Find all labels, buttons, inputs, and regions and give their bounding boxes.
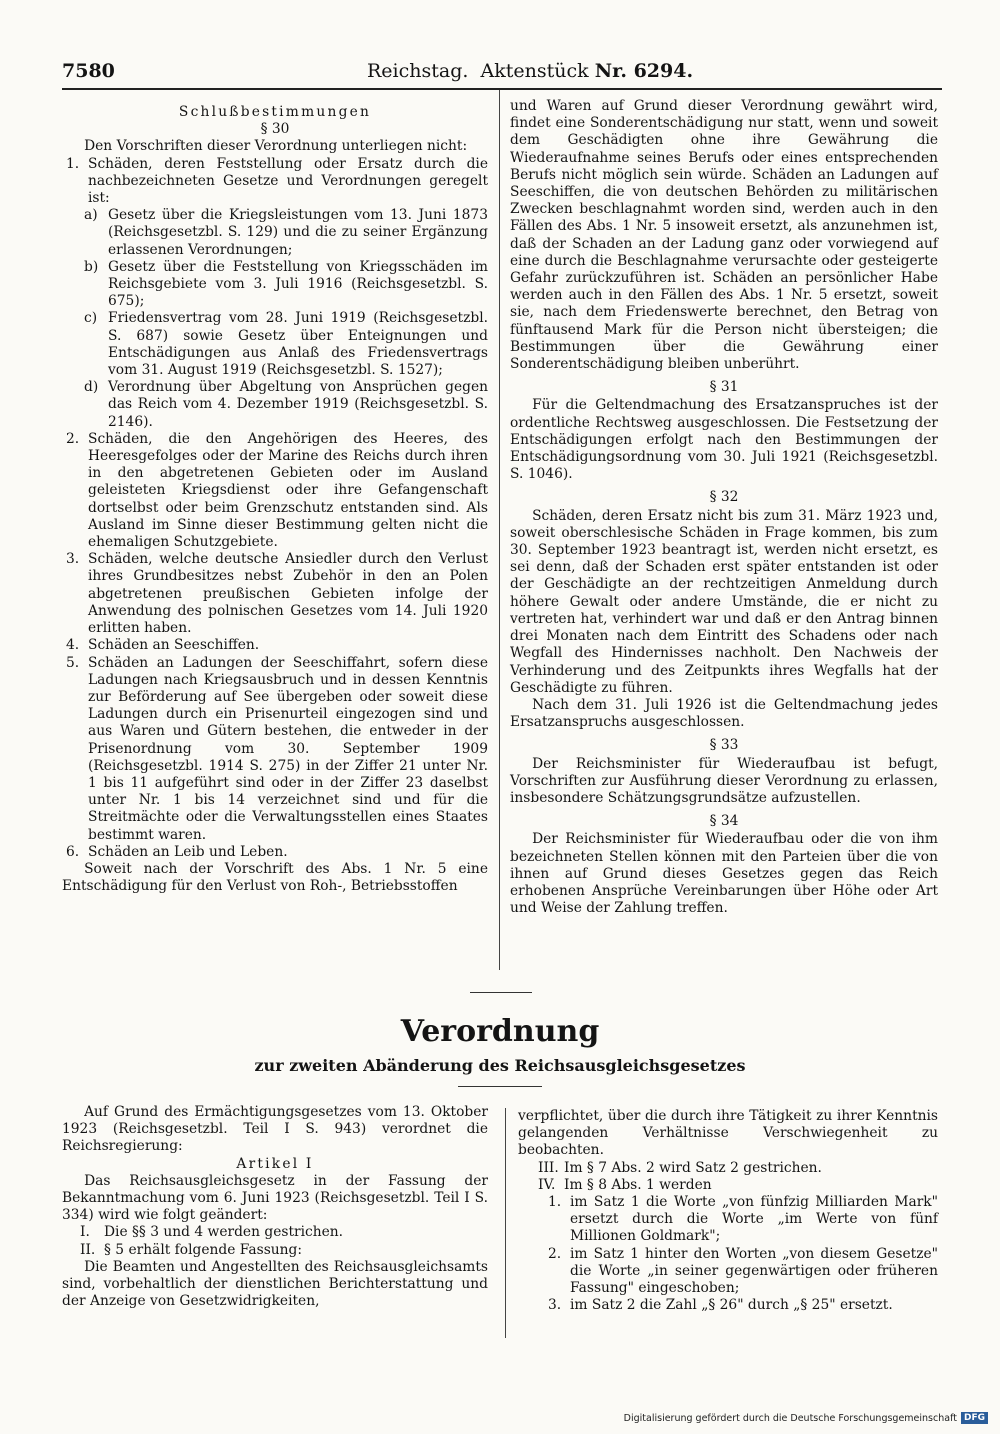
amendment-item-3 xyxy=(518,1297,938,1314)
item-number: 6. xyxy=(66,843,80,860)
roman-item-3 xyxy=(518,1160,938,1177)
item-number: 1. xyxy=(548,1194,562,1211)
paragraph-heading-34: § 34 xyxy=(709,813,739,830)
sub-item-text: Gesetz über die Kriegsleistungen vom 13. Juni 1873 (Reichsgesetzbl. S. 129) und die zu seiner Ergänzung erlassenen Verordnungen; xyxy=(108,207,488,258)
sub-item-text: Friedensvertrag vom 28. Juni 1919 (Reichsgesetzbl. S. 687) sowie Gesetz über Enteignungen und Entschädigungen aus Anlaß des Friedensvertrags vom 31. August 1919 (Reichsgesetzbl. S. 1527); xyxy=(108,310,488,379)
roman-number: II. xyxy=(80,1241,96,1258)
amendment-item-2 xyxy=(518,1246,938,1298)
list-item-6 xyxy=(62,844,488,861)
list-item-2 xyxy=(62,431,488,551)
column-divider xyxy=(499,90,500,970)
artikel-text: Das Reichsausgleichsgesetz in der Fassung der Bekanntmachung vom 6. Juni 1923 (Reichsgesetzbl. Teil I S. 334) wird wie folgt geändert: xyxy=(62,1172,488,1224)
roman-text: Die §§ 3 und 4 werden gestrichen. xyxy=(104,1224,344,1241)
item-text: im Satz 1 die Worte „von fünfzig Milliarden Mark" ersetzt durch die Worte „im Werte von fünf Millionen Goldmark"; xyxy=(570,1194,938,1245)
section-heading: Schlußbestimmungen xyxy=(178,104,372,120)
roman-item-1 xyxy=(62,1224,488,1241)
item-number: 1. xyxy=(66,155,80,172)
roman-text: Im § 7 Abs. 2 wird Satz 2 gestrichen. xyxy=(564,1159,822,1176)
paragraph-31-text: Für die Geltendmachung des Ersatzanspruches ist der ordentliche Rechtsweg ausgeschlossen. Die Festsetzung der Entschädigungen erfolgt nach den Bestimmungen der Entschädigungsordnung vom 30. Juli 1921 (Reichsgesetzbl. S. 1046). xyxy=(510,397,938,483)
item-number: 4. xyxy=(66,637,80,654)
paragraph-heading-30: § 30 xyxy=(260,121,290,138)
item-text: Schäden, die den Angehörigen des Heeres, des Heeresgefolges oder der Marine des Reichs durch ihren in den abgetretenen Gebieten oder im Ausland geleisteten Kriegsdienst oder ihre Gefangenschaft dortselbst oder beim Grenzschutz entstanden sind. Als Ausland im Sinne dieser Bestimmung gelten nicht die ehemaligen Schutzgebiete. xyxy=(88,430,488,551)
item-text: Schäden an Leib und Leben. xyxy=(88,843,288,860)
section-separator xyxy=(470,992,532,993)
item-text: Schäden an Seeschiffen. xyxy=(88,637,260,654)
roman-number: I. xyxy=(80,1224,90,1241)
item-text: Schäden, welche deutsche Ansiedler durch den Verlust ihres Grundbesitzes nebst Zubehör in den an Polen abgetretenen preußischen Gebieten infolge der Anwendung des polnischen Gesetzes vom 14. Juli 1920 erlitten haben. xyxy=(88,551,488,637)
sub-item-text: Gesetz über die Feststellung von Kriegsschäden im Reichsgebiete vom 3. Juli 1916 (Reichsgesetzbl. S. 675); xyxy=(108,258,488,310)
left-column xyxy=(62,104,488,895)
paragraph-heading-32: § 32 xyxy=(709,489,739,506)
lower-right-column xyxy=(518,1108,938,1314)
column-divider-lower xyxy=(505,1108,506,1338)
verordnung-intro: Auf Grund des Ermächtigungsgesetzes vom 13. Oktober 1923 (Reichsgesetzbl. Teil I S. 943) verordnet die Reichsregierung: xyxy=(62,1104,488,1155)
sub-item-letter: d) xyxy=(84,379,99,396)
roman-item-4 xyxy=(518,1177,938,1194)
closing-paragraph: Soweit nach der Vorschrift des Abs. 1 Nr. 5 eine Entschädigung für den Verlust von Roh-, Betriebsstoffen xyxy=(62,860,488,895)
sub-item-d xyxy=(62,379,488,431)
list-item-5 xyxy=(62,655,488,844)
item-number: 2. xyxy=(548,1245,562,1262)
continuation-paragraph: und Waren auf Grund dieser Verordnung gewährt wird, findet eine Sonderentschädigung nur statt, wenn und soweit dem Geschädigten ohne ihre Gewährung die Wiederaufnahme seines Berufs oder eines entsprechenden Berufs nicht möglich sein würde. Schäden an Ladungen auf Seeschiffen, die von deutschen Behörden zu militärischen Zwecken beschlagnahmt worden sind, werden auch in den Fällen des Abs. 1 Nr. 5 insoweit ersetzt, als anzunehmen ist, daß der Schaden an der Ladung ganz oder vorwiegend auf eine durch die Beschlagnahme verursachte oder gesteigerte Gefahr zurückzuführen ist. Schäden an persönlicher Habe werden auch in den Fällen des Abs. 1 Nr. 5 ersetzt, soweit sie, nach dem Friedenswerte berechnet, den Betrag von fünftausend Mark für die Person nicht übersteigen; die Bestimmungen über die Gewährung einer Sonderentschädigung bleiben unberührt. xyxy=(510,98,938,373)
right-column xyxy=(510,98,938,917)
item-number: 3. xyxy=(66,551,80,568)
list-item-4 xyxy=(62,637,488,654)
roman-number: IV. xyxy=(538,1176,556,1193)
item-text: Schäden, deren Feststellung oder Ersatz durch die nachbezeichneten Gesetze und Verordnungen geregelt ist: xyxy=(88,155,488,207)
title-nr: Nr. 6294. xyxy=(594,60,694,82)
sub-item-text: Verordnung über Abgeltung von Ansprüchen gegen das Reich vom 4. Dezember 1919 (Reichsgesetzbl. S. 2146). xyxy=(108,379,488,430)
page-header xyxy=(62,60,942,86)
item-number: 5. xyxy=(66,654,80,671)
roman-number: III. xyxy=(538,1159,559,1176)
item-text: im Satz 1 hinter den Worten „von diesem Gesetze" die Worte „in seiner gegenwärtigen oder früheren Fassung" eingeschoben; xyxy=(570,1245,938,1297)
digitization-footer xyxy=(624,1412,988,1424)
sub-item-letter: c) xyxy=(84,310,98,327)
item-text: im Satz 2 die Zahl „§ 26" durch „§ 25" ersetzt. xyxy=(570,1297,893,1314)
item-number: 2. xyxy=(66,430,80,447)
lower-left-column xyxy=(62,1104,488,1310)
sub-item-letter: b) xyxy=(84,258,99,275)
list-item-1 xyxy=(62,156,488,208)
title-separator xyxy=(458,1086,542,1087)
paragraph-33-text: Der Reichsminister für Wiederaufbau ist befugt, Vorschriften zur Ausführung dieser Verordnung zu erlassen, insbesondere Schätzungsgrundsätze aufzustellen. xyxy=(510,755,938,806)
new-paragraph-5-text: Die Beamten und Angestellten des Reichsausgleichsamts sind, vorbehaltlich der dienstlichen Berichterstattung und der Anzeige von Gesetzwidrigkeiten, xyxy=(62,1258,488,1310)
roman-text: Im § 8 Abs. 1 werden xyxy=(564,1176,712,1193)
title-reichstag: Reichstag. xyxy=(367,60,469,82)
paragraph-heading-33: § 33 xyxy=(709,737,739,754)
page-number: 7580 xyxy=(62,60,115,82)
item-text: Schäden an Ladungen der Seeschiffahrt, sofern diese Ladungen nach Kriegsausbruch und in dessen Kenntnis zur Beförderung auf See übergeben oder soweit diese Ladungen durch ein Prisenurteil eingezogen sind und aus Waren und Gütern bestehen, die entweder in der Prisenordnung vom 30. September 1909 (Reichsgesetzbl. 1914 S. 275) in der Ziffer 21 unter Nr. 1 bis 11 aufgeführt sind oder in der Ziffer 23 daselbst unter Nr. 1 bis 14 verzeichnet sind und für die Streitmächte oder die Verwaltungsstellen eines Staates bestimmt waren. xyxy=(88,654,488,843)
header-rule xyxy=(62,88,942,90)
amendment-item-1 xyxy=(518,1194,938,1246)
dfg-logo: DFG xyxy=(961,1412,988,1424)
running-title xyxy=(367,60,693,82)
paragraph-32-text-2: Nach dem 31. Juli 1926 ist die Geltendmachung jedes Ersatzanspruchs ausgeschlossen. xyxy=(510,696,938,731)
sub-item-letter: a) xyxy=(84,207,98,224)
paragraph-34-text: Der Reichsminister für Wiederaufbau oder die von ihm bezeichneten Stellen können mit den Parteien über die von ihnen auf Grund dieses Gesetzes gegen das Reich erhobenen Ansprüche Vereinbarungen über Höhe oder Art und Weise der Zahlung treffen. xyxy=(510,831,938,917)
list-item-3 xyxy=(62,551,488,637)
sub-item-b xyxy=(62,259,488,311)
roman-item-2 xyxy=(62,1242,488,1259)
paragraph-heading-31: § 31 xyxy=(709,379,739,396)
item-number: 3. xyxy=(548,1297,562,1314)
intro-text: Den Vorschriften dieser Verordnung unterliegen nicht: xyxy=(84,138,468,155)
title-akten: Aktenstück xyxy=(480,60,589,82)
paragraph-5-continuation: verpflichtet, über die durch ihre Tätigkeit zu ihrer Kenntnis gelangenden Verhältnisse Verschwiegenheit zu beobachten. xyxy=(518,1108,938,1159)
verordnung-title: Verordnung xyxy=(400,1014,600,1049)
roman-text: § 5 erhält folgende Fassung: xyxy=(104,1241,303,1258)
verordnung-subtitle: zur zweiten Abänderung des Reichsausgleichsgesetzes xyxy=(254,1056,746,1075)
sub-item-c xyxy=(62,310,488,379)
artikel-heading: Artikel I xyxy=(236,1155,314,1172)
footer-text: Digitalisierung gefördert durch die Deutsche Forschungsgemeinschaft xyxy=(623,1412,957,1424)
sub-item-a xyxy=(62,207,488,259)
paragraph-32-text: Schäden, deren Ersatz nicht bis zum 31. März 1923 und, soweit oberschlesische Schäden in Frage kommen, bis zum 30. September 1923 beantragt ist, werden nicht ersetzt, es sei denn, daß der Schaden erst später entstanden ist oder der Geschädigte an der rechtzeitigen Anmeldung durch höhere Gewalt oder andere Umstände, die er nicht zu vertreten hat, verhindert war und daß er den Antrag binnen drei Monaten nach dem Eintritt des Schadens oder nach Wegfall des Hindernisses nachholt. Den Nachweis der Verhinderung und des Zeitpunkts ihres Wegfalls hat der Geschädigte zu führen. xyxy=(510,507,938,696)
